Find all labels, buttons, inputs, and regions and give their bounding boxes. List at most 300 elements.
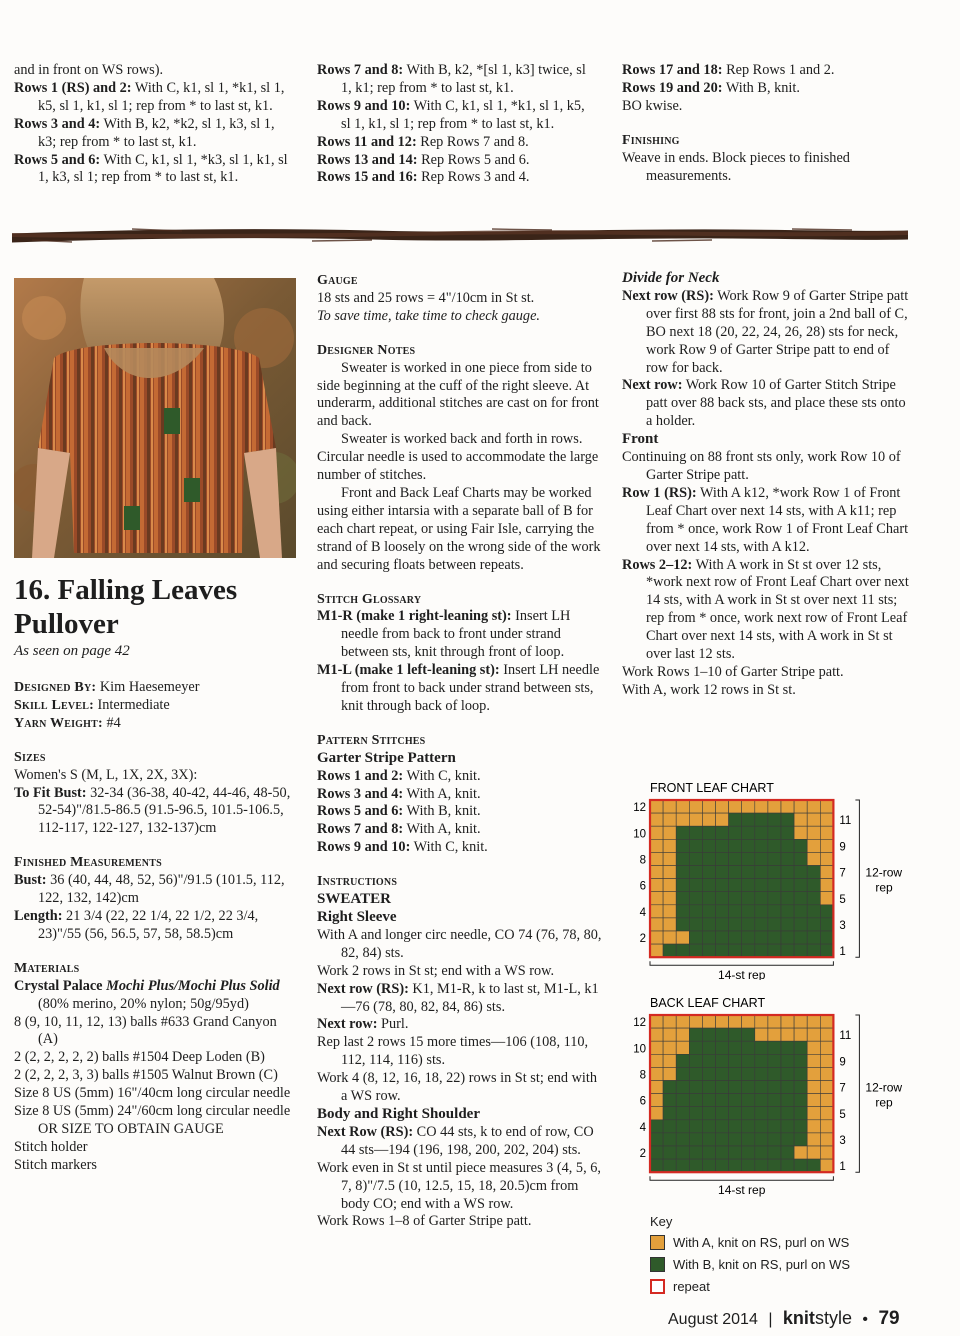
chart-cell (663, 944, 676, 957)
sizes-text: Women's S (M, L, 1X, 2X, 3X): (14, 766, 198, 783)
chart-cell (742, 1015, 755, 1028)
chart-cell (663, 1067, 676, 1080)
glossary-entry: M1-L (make 1 left-leaning st): Insert LH needle from front to back under strand between sts, knit through back of loop. (317, 662, 600, 714)
chart-cell (650, 892, 663, 905)
finished-bust: Bust: 36 (40, 44, 48, 52, 56)"/91.5 (101.5, 112, 122, 132, 142)cm (14, 872, 285, 907)
brand-style: style (814, 1308, 852, 1328)
chart-cell (768, 1146, 781, 1159)
chart-cell (820, 931, 833, 944)
chart-cell (689, 1028, 702, 1041)
chart-cell (663, 1120, 676, 1133)
chart-cell (742, 1107, 755, 1120)
chart-cell (663, 800, 676, 813)
chart-cell (742, 1081, 755, 1094)
chart-cell (781, 800, 794, 813)
chart-cell (794, 813, 807, 826)
chart-cell (807, 1067, 820, 1080)
chart-cell (663, 905, 676, 918)
chart-cell (676, 1015, 689, 1028)
chart-cell (742, 879, 755, 892)
chart-cell (716, 826, 729, 839)
chart-cell (729, 1107, 742, 1120)
chart-cell (794, 1120, 807, 1133)
chart-cell (781, 1146, 794, 1159)
chart-cell (650, 1107, 663, 1120)
chart-cell (755, 839, 768, 852)
chart-cell (781, 813, 794, 826)
chart-cell (807, 918, 820, 931)
chart-cell (807, 931, 820, 944)
chart-cell (729, 918, 742, 931)
brand-knit: knit (782, 1308, 815, 1328)
row-number: 7 (839, 1082, 846, 1095)
chart-cell (807, 839, 820, 852)
material-item: Stitch holder (14, 1138, 88, 1155)
chart-cell (768, 1094, 781, 1107)
chart-cell (794, 1159, 807, 1172)
chart-cell (650, 826, 663, 839)
divide-neck-heading: Divide for Neck (622, 270, 720, 286)
chart-cell (689, 866, 702, 879)
chart-cell (794, 892, 807, 905)
sweater-photo (14, 278, 296, 558)
chart-cell (794, 1146, 807, 1159)
chart-cell (768, 839, 781, 852)
chart-cell (663, 1146, 676, 1159)
glossary-entry: M1-R (make 1 right-leaning st): Insert LH needle from back to front under strand between sts, knit through front of loop. (317, 608, 571, 661)
chart-cell (755, 1094, 768, 1107)
chart-cell (702, 800, 715, 813)
chart-cell (820, 813, 833, 826)
row-rep-bracket (855, 800, 859, 957)
chart-cell (742, 918, 755, 931)
chart-cell (702, 905, 715, 918)
chart-cell (820, 839, 833, 852)
instruction-row: Next row (RS): Work Row 9 of Garter Stripe patt over first 88 sts for front, join a 2nd ball of C, BO next 18 (20, 22, 24, 26, 28) sts for neck, work Row 9 of Garter Stripe patt to end of row for back. (622, 287, 909, 376)
key-a-label: With A, knit on RS, purl on WS (673, 1234, 850, 1250)
instruction-row: Work 4 (8, 12, 16, 18, 22) rows in St st; end with a WS row. (317, 1070, 598, 1105)
chart-cell (650, 944, 663, 957)
chart-cell (768, 1015, 781, 1028)
chart-cell (742, 1146, 755, 1159)
designer-note: Front and Back Leaf Charts may be worked using either intarsia with a separate ball of B for each chart repeat, or using Fair Isle, carrying the strand of B loosely on the wrong side of the work and securing floats between repeats. (317, 484, 601, 573)
chart-cell (807, 905, 820, 918)
right-column (622, 270, 910, 700)
chart-cell (702, 1133, 715, 1146)
instruction-row: Work Rows 1–8 of Garter Stripe patt. (317, 1213, 532, 1230)
chart-cell (676, 800, 689, 813)
chart-cell (742, 1133, 755, 1146)
chart-cell (755, 852, 768, 865)
chart-cell (716, 800, 729, 813)
chart-cell (729, 1133, 742, 1146)
material-item: 8 (9, 10, 11, 12, 13) balls #633 Grand Canyon (A) (14, 1013, 277, 1048)
color-a-swatch (650, 1235, 665, 1250)
row-rep-label: 12-row (865, 1080, 903, 1095)
chart-cell (663, 813, 676, 826)
chart-cell (729, 1028, 742, 1041)
row-number: 10 (633, 828, 646, 841)
instruction-row: Next row: Purl. (317, 1016, 409, 1033)
materials-yarn: Crystal Palace Mochi Plus/Mochi Plus Solid (80% merino, 20% nylon; 50g/95yd) (14, 977, 280, 1012)
row-number: 4 (639, 906, 646, 919)
chart-cell (716, 1067, 729, 1080)
chart-cell (729, 1146, 742, 1159)
chart-cell (716, 813, 729, 826)
chart-cell (755, 1146, 768, 1159)
chart-cell (781, 879, 794, 892)
chart-cell (807, 800, 820, 813)
chart-cell (768, 879, 781, 892)
chart-cell (676, 879, 689, 892)
chart-cell (676, 1041, 689, 1054)
chart-cell (755, 905, 768, 918)
chart-cell (794, 1028, 807, 1041)
chart-cell (807, 1081, 820, 1094)
chart-cell (820, 1054, 833, 1067)
chart-cell (729, 879, 742, 892)
instruction-row: Rows 3 and 4: With B, k2, *k2, sl 1, k3, sl 1, k3; rep from * to last st, k1. (14, 115, 275, 150)
instruction-row: Rows 5 and 6: With C, k1, sl 1, *k3, sl 1, k1, sl 1, k3, sl 1; rep from * to last st, k1. (14, 151, 288, 186)
back-leaf-chart (630, 995, 930, 1205)
chart-cell (716, 1107, 729, 1120)
middle-column (317, 272, 603, 1231)
chart-cell (781, 1094, 794, 1107)
chart-cell (794, 1015, 807, 1028)
row-number: 7 (839, 867, 846, 880)
skill-label: Skill Level: (14, 697, 94, 713)
instruction-row: Work even in St st until piece measures 3 (4, 5, 6, 7, 8)"/7.5 (10, 12.5, 15, 18, 20.5)cm from body CO; end with a WS row. (317, 1159, 601, 1212)
chart-cell (781, 1015, 794, 1028)
chart-cell (663, 1133, 676, 1146)
chart-cell (676, 866, 689, 879)
chart-cell (676, 1028, 689, 1041)
top-column-1 (14, 62, 296, 187)
chart-cell (794, 839, 807, 852)
chart-cell (820, 1159, 833, 1172)
chart-cell (650, 931, 663, 944)
chart-cell (742, 1067, 755, 1080)
instruction-row: Rep last 2 rows 15 more times—106 (108, 110, 112, 114, 116) sts. (317, 1034, 589, 1069)
chart-cell (807, 852, 820, 865)
chart-cell (768, 1054, 781, 1067)
chart-cell (742, 800, 755, 813)
chart-cell (716, 1133, 729, 1146)
chart-cell (794, 852, 807, 865)
chart-cell (676, 813, 689, 826)
row-number: 5 (839, 1108, 846, 1121)
chart-cell (702, 944, 715, 957)
chart-cell (729, 813, 742, 826)
materials-heading: Materials (14, 960, 80, 976)
designed-label: Designed By: (14, 680, 97, 695)
instruction-row: Next Row (RS): CO 44 sts, k to end of row, CO 44 sts—194 (196, 198, 200, 202, 204) sts. (317, 1123, 594, 1158)
instruction-row: Rows 2–12: With A work in St st over 12 sts, *work next row of Front Leaf Chart over next 14 sts, with A work in St st over next 11 sts; rep from * once, work next row of Front Leaf Chart over next 14 sts, with A work in St st over last 12 sts. (622, 556, 909, 663)
chart-cell (794, 1067, 807, 1080)
chart-cell (781, 1067, 794, 1080)
chart-cell (650, 852, 663, 865)
chart-cell (650, 905, 663, 918)
chart-cell (689, 1120, 702, 1133)
chart-cell (650, 1146, 663, 1159)
chart-cell (820, 1107, 833, 1120)
chart-cell (716, 839, 729, 852)
instruction-row: and in front on WS rows). (14, 62, 164, 78)
chart-cell (755, 892, 768, 905)
skill-value: Intermediate (93, 696, 170, 713)
chart-cell (820, 918, 833, 931)
chart-cell (768, 892, 781, 905)
chart-cell (807, 879, 820, 892)
chart-cell (676, 931, 689, 944)
chart-cell (794, 905, 807, 918)
yarn-weight-label: Yarn Weight: (14, 715, 103, 731)
row-number: 6 (639, 1095, 646, 1108)
chart-cell (807, 813, 820, 826)
chart-cell (689, 1107, 702, 1120)
chart-cell (663, 1015, 676, 1028)
designer-note: Sweater is worked in one piece from side to side beginning at the cuff of the right sleeve. At underarm, additional stitches are cast on for front and back. (317, 359, 599, 430)
chart-cell (676, 1146, 689, 1159)
chart-cell (729, 944, 742, 957)
stitch-rep-bracket (650, 961, 833, 965)
row-rep-label: 12-row (865, 865, 903, 880)
chart-cell (689, 931, 702, 944)
chart-cell (716, 944, 729, 957)
pattern-title: 16. Falling Leaves Pullover (14, 574, 238, 640)
row-number: 11 (839, 815, 852, 828)
row-number: 2 (639, 1148, 646, 1161)
row-number: 8 (639, 1069, 646, 1082)
chart-cell (663, 866, 676, 879)
instruction-row: Work Rows 1–10 of Garter Stripe patt. (622, 663, 844, 680)
pattern-row: Rows 1 and 2: With C, knit. (317, 767, 481, 784)
instruction-row: Rows 15 and 16: Rep Rows 3 and 4. (317, 169, 530, 186)
chart-cell (781, 839, 794, 852)
chart-cell (716, 1094, 729, 1107)
chart-cell (781, 826, 794, 839)
row-number: 9 (839, 841, 846, 854)
chart-cell (742, 839, 755, 852)
chart-cell (650, 1094, 663, 1107)
chart-cell (807, 1054, 820, 1067)
sweater-heading: SWEATER (317, 891, 391, 908)
chart-cell (807, 1107, 820, 1120)
chart-cell (820, 800, 833, 813)
chart-cell (689, 918, 702, 931)
chart-cell (650, 1159, 663, 1172)
chart-cell (716, 1120, 729, 1133)
chart-cell (820, 852, 833, 865)
chart-cell (820, 1081, 833, 1094)
chart-cell (820, 866, 833, 879)
row-rep-bracket (855, 1015, 859, 1172)
chart-cell (716, 905, 729, 918)
chart-cell (781, 852, 794, 865)
chart-cell (702, 1015, 715, 1028)
chart-cell (768, 1081, 781, 1094)
chart-cell (702, 1067, 715, 1080)
chart-cell (663, 1081, 676, 1094)
chart-cell (768, 1159, 781, 1172)
chart-cell (650, 1067, 663, 1080)
front-heading: Front (622, 431, 659, 448)
row-number: 3 (839, 920, 846, 932)
chart-cell (689, 1054, 702, 1067)
chart-cell (794, 826, 807, 839)
chart-cell (729, 800, 742, 813)
chart-cell (689, 800, 702, 813)
chart-cell (807, 1094, 820, 1107)
chart-cell (729, 1041, 742, 1054)
instruction-row: With A and longer circ needle, CO 74 (76, 78, 80, 82, 84) sts. (317, 926, 602, 961)
instruction-row: Next row: Work Row 10 of Garter Stitch Stripe patt over 88 back sts, and place these sts onto a holder. (622, 377, 906, 430)
chart-cell (768, 1028, 781, 1041)
chart-cell (742, 1159, 755, 1172)
chart-cell (729, 839, 742, 852)
chart-cell (663, 931, 676, 944)
gauge-note: To save time, take time to check gauge. (317, 307, 540, 324)
material-item: Size 8 US (5mm) 24"/60cm long circular needle OR SIZE TO OBTAIN GAUGE (14, 1103, 291, 1137)
chart-cell (650, 918, 663, 931)
footer-dot: • (862, 1311, 869, 1328)
top-column-3 (622, 62, 908, 185)
sizes-heading: Sizes (14, 749, 46, 765)
chart-cell (663, 879, 676, 892)
instructions-heading: Instructions (317, 874, 398, 890)
chart-cell (676, 944, 689, 957)
chart-cell (794, 918, 807, 931)
chart-cell (820, 1028, 833, 1041)
chart-cell (794, 944, 807, 957)
chart-cell (716, 879, 729, 892)
chart-cell (702, 918, 715, 931)
material-item: Size 8 US (5mm) 16"/40cm long circular needle (14, 1085, 291, 1102)
chart-cell (794, 1081, 807, 1094)
instruction-row: Rows 11 and 12: Rep Rows 7 and 8. (317, 133, 529, 150)
page-footer (668, 1308, 900, 1330)
chart-cell (650, 813, 663, 826)
chart-cell (676, 905, 689, 918)
chart-cell (663, 892, 676, 905)
chart-cell (716, 1041, 729, 1054)
chart-cell (755, 813, 768, 826)
finished-length: Length: 21 3/4 (22, 22 1/4, 22 1/2, 22 3/4, 23)"/55 (56, 56.5, 57, 58, 58.5)cm (14, 907, 259, 942)
chart-cell (820, 1041, 833, 1054)
chart-cell (781, 1159, 794, 1172)
chart-cell (794, 1133, 807, 1146)
row-rep-label: rep (875, 880, 893, 895)
chart-cell (663, 1041, 676, 1054)
chart-cell (781, 1107, 794, 1120)
chart-cell (755, 1133, 768, 1146)
chart-cell (755, 866, 768, 879)
chart-cell (768, 1133, 781, 1146)
row-number: 2 (639, 933, 646, 946)
chart-cell (702, 1159, 715, 1172)
chart-cell (742, 826, 755, 839)
chart-cell (820, 1146, 833, 1159)
materials-list (14, 1014, 300, 1175)
chart-cell (689, 1067, 702, 1080)
instruction-row: Rows 19 and 20: With B, knit. (622, 79, 800, 96)
chart-cell (768, 905, 781, 918)
chart-cell (689, 944, 702, 957)
row-number: 8 (639, 854, 646, 867)
chart-cell (676, 892, 689, 905)
chart-cell (807, 1028, 820, 1041)
chart-cell (729, 1067, 742, 1080)
page-number: 79 (878, 1308, 900, 1329)
chart-cell (807, 1015, 820, 1028)
stitch-glossary-heading: Stitch Glossary (317, 591, 422, 607)
chart-cell (689, 1094, 702, 1107)
chart-cell (768, 852, 781, 865)
chart-cell (689, 813, 702, 826)
row-number: 12 (633, 802, 646, 815)
chart-cell (807, 1133, 820, 1146)
chart-cell (650, 1041, 663, 1054)
chart-cell (702, 931, 715, 944)
body-heading: Body and Right Shoulder (317, 1105, 480, 1122)
finishing-heading: Finishing (622, 132, 680, 148)
chart-cell (702, 1054, 715, 1067)
chart-cell (650, 1054, 663, 1067)
gauge-text: 18 sts and 25 rows = 4"/10cm in St st. (317, 289, 535, 306)
chart-cell (650, 879, 663, 892)
chart-cell (794, 800, 807, 813)
chart-cell (676, 1107, 689, 1120)
chart-cell (781, 892, 794, 905)
designer-notes-heading: Designer Notes (317, 342, 416, 358)
chart-cell (729, 1015, 742, 1028)
chart-cell (676, 839, 689, 852)
chart-cell (794, 1107, 807, 1120)
chart-cell (768, 866, 781, 879)
color-b-swatch (650, 1257, 665, 1272)
chart-cell (768, 1067, 781, 1080)
top-column-2 (317, 62, 591, 187)
chart-cell (755, 1081, 768, 1094)
row-number: 12 (633, 1017, 646, 1030)
key-b-label: With B, knit on RS, purl on WS (673, 1256, 851, 1272)
row-rep-label: rep (875, 1095, 893, 1110)
chart-cell (807, 944, 820, 957)
chart-cell (807, 1041, 820, 1054)
chart-cell (702, 1041, 715, 1054)
chart-cell (689, 905, 702, 918)
chart-cell (781, 1081, 794, 1094)
chart-cell (716, 1081, 729, 1094)
chart-cell (820, 892, 833, 905)
chart-cell (729, 931, 742, 944)
chart-cell (755, 1041, 768, 1054)
chart-cell (689, 1159, 702, 1172)
chart-cell (702, 813, 715, 826)
pattern-row: Rows 7 and 8: With A, knit. (317, 821, 481, 838)
chart-cell (716, 892, 729, 905)
chart-cell (702, 1120, 715, 1133)
instruction-row: Row 1 (RS): With A k12, *work Row 1 of Front Leaf Chart over next 14 sts, with A k11; rep from * once, work Row 1 of Front Leaf Chart over next 14 sts, with A k12. (622, 484, 909, 555)
chart-cell (676, 918, 689, 931)
chart-cell (768, 944, 781, 957)
chart-cell (689, 892, 702, 905)
chart-cell (676, 826, 689, 839)
chart-cell (781, 1133, 794, 1146)
chart-cell (702, 892, 715, 905)
chart-cell (807, 826, 820, 839)
chart-cell (742, 905, 755, 918)
